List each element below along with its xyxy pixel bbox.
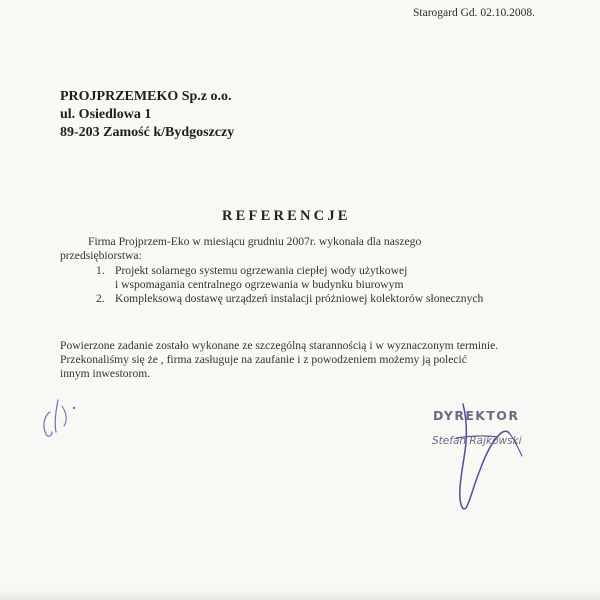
recipient-address: [60, 88, 234, 142]
stamp-title: DYREKTOR: [433, 408, 520, 423]
closing-line-3: innym inwestorom.: [60, 366, 151, 380]
list-item-text: Projekt solarnego systemu ogrzewania ciepłej wody użytkowej: [115, 264, 408, 277]
recipient-company: PROJPRZEMEKO Sp.z o.o.: [60, 89, 232, 104]
recipient-city: 89-203 Zamość k/Bydgoszczy: [60, 125, 235, 140]
closing-line-2: Przekonaliśmy się że , firma zasługuje na zaufanie i z powodzeniem możemy ją polecić: [60, 352, 467, 366]
list-item-number: 1.: [96, 264, 105, 277]
intro-line-2: przedsiębiorstwa:: [60, 248, 142, 262]
list-item-text: Kompleksową dostawę urządzeń instalacji próżniowej kolektorów słonecznych: [115, 291, 484, 305]
stamp-name: Stefan Rajkowski: [432, 435, 522, 447]
list-item: [96, 292, 483, 306]
closing-line-1: Powierzone zadanie zostało wykonane ze szczególną starannością i w wyznaczonym terminie.: [60, 339, 499, 352]
recipient-street: ul. Osiedlowa 1: [60, 107, 152, 122]
place-and-date: Starogard Gd. 02.10.2008.: [413, 7, 536, 19]
document-title: REFERENCJE: [222, 208, 351, 224]
handwritten-signature: [430, 398, 550, 518]
page-bottom-edge: [0, 590, 600, 600]
intro-line-1: Firma Projprzem-Eko w miesiącu grudniu 2007r. wykonała dla naszego: [88, 235, 422, 248]
list-item: [96, 264, 483, 278]
scope-list: [96, 264, 483, 305]
handwritten-initials-mark: [38, 392, 84, 442]
list-item-number: 2.: [96, 291, 105, 305]
intro-paragraph: [60, 235, 421, 263]
list-item-continuation: i wspomagania centralnego ogrzewania w budynku biurowym: [115, 277, 404, 291]
closing-paragraph: [60, 339, 498, 380]
